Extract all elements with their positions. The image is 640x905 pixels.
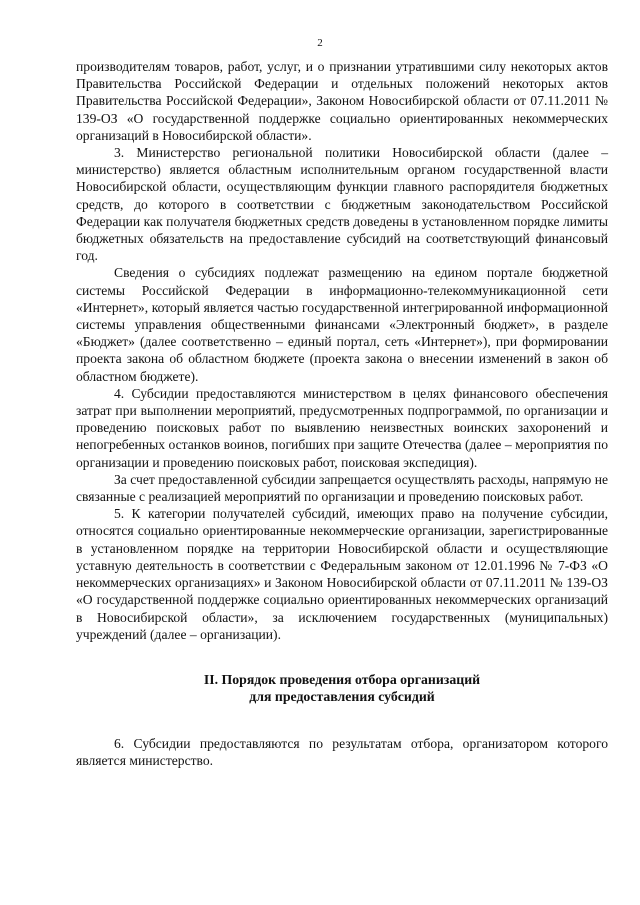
paragraph-expense-restriction: За счет предоставленной субсидии запрещается осуществлять расходы, напрямую не связанные с реализацией мероприятий по организации и проведению поисковых работ. (76, 471, 609, 505)
paragraph-5: 5. К категории получателей субсидий, имеющих право на получение субсидии, относятся социально ориентированные некоммерческие организации, зарегистрированные в установленном порядке на территории Новосибирской области и осуществляющие уставную деятельность в соответствии с Федеральным законом от 12.01.1996 № 7-ФЗ «О некоммерческих организациях» и Законом Новосибирской области от 07.11.2011 № 139-ОЗ «О государственной поддержке социально ориентированных некоммерческих организаций в Новосибирской области», за исключением государственных (муниципальных) учреждений (далее – организации). (76, 506, 608, 642)
paragraph-6: 6. Субсидии предоставляются по результатам отбора, организатором которого является министерство. (76, 735, 608, 769)
section-heading-line-1: II. Порядок проведения отбора организаций (203, 671, 481, 687)
document-body (76, 58, 608, 769)
paragraph-continuation: производителям товаров, работ, услуг, и о признании утратившими силу некоторых актов Правительства Российской Федерации и отдельных положений некоторых актов Правительства Российской Федерации», Законом Новосибирской области от 07.11.2011 № 139-ОЗ «О государственной поддержке социально ориентированных некоммерческих организаций в Новосибирской области». (76, 59, 608, 143)
paragraph-subsidy-info: Сведения о субсидиях подлежат размещению на едином портале бюджетной системы Российской Федерации в информационно-телекоммуникационной сети «Интернет», который является частью государственной интегрированной информационной системы управления общественными финансами «Электронный бюджет», в разделе «Бюджет» (далее соответственно – единый портал, сеть «Интернет»), при формировании проекта закона об областном бюджете (проекта закона о внесении изменений в закон об областном бюджете). (76, 265, 608, 384)
paragraph-3: 3. Министерство региональной политики Новосибирской области (далее – министерство) является областным исполнительным органом государственной власти Новосибирской области, осуществляющим функции главного распорядителя бюджетных средств, до которого в соответствии с бюджетным законодательством Российской Федерации как получателя бюджетных средств доведены в установленном порядке лимиты бюджетных обязательств на предоставление субсидий на соответствующий финансовый год. (76, 145, 608, 264)
section-heading-line-2: для предоставления субсидий (249, 689, 435, 705)
page-number: 2 (317, 37, 323, 49)
section-heading (76, 671, 608, 706)
paragraph-4: 4. Субсидии предоставляются министерством в целях финансового обеспечения затрат при выполнении мероприятий, предусмотренных подпрограммой, по организации и проведению поисковых работ по выявлению неизвестных воинских захоронений и непогребенных останков воинов, погибших при защите Отечества (далее – мероприятия по организации и проведению поисковых работ, поисковая экспедиция). (76, 385, 608, 470)
